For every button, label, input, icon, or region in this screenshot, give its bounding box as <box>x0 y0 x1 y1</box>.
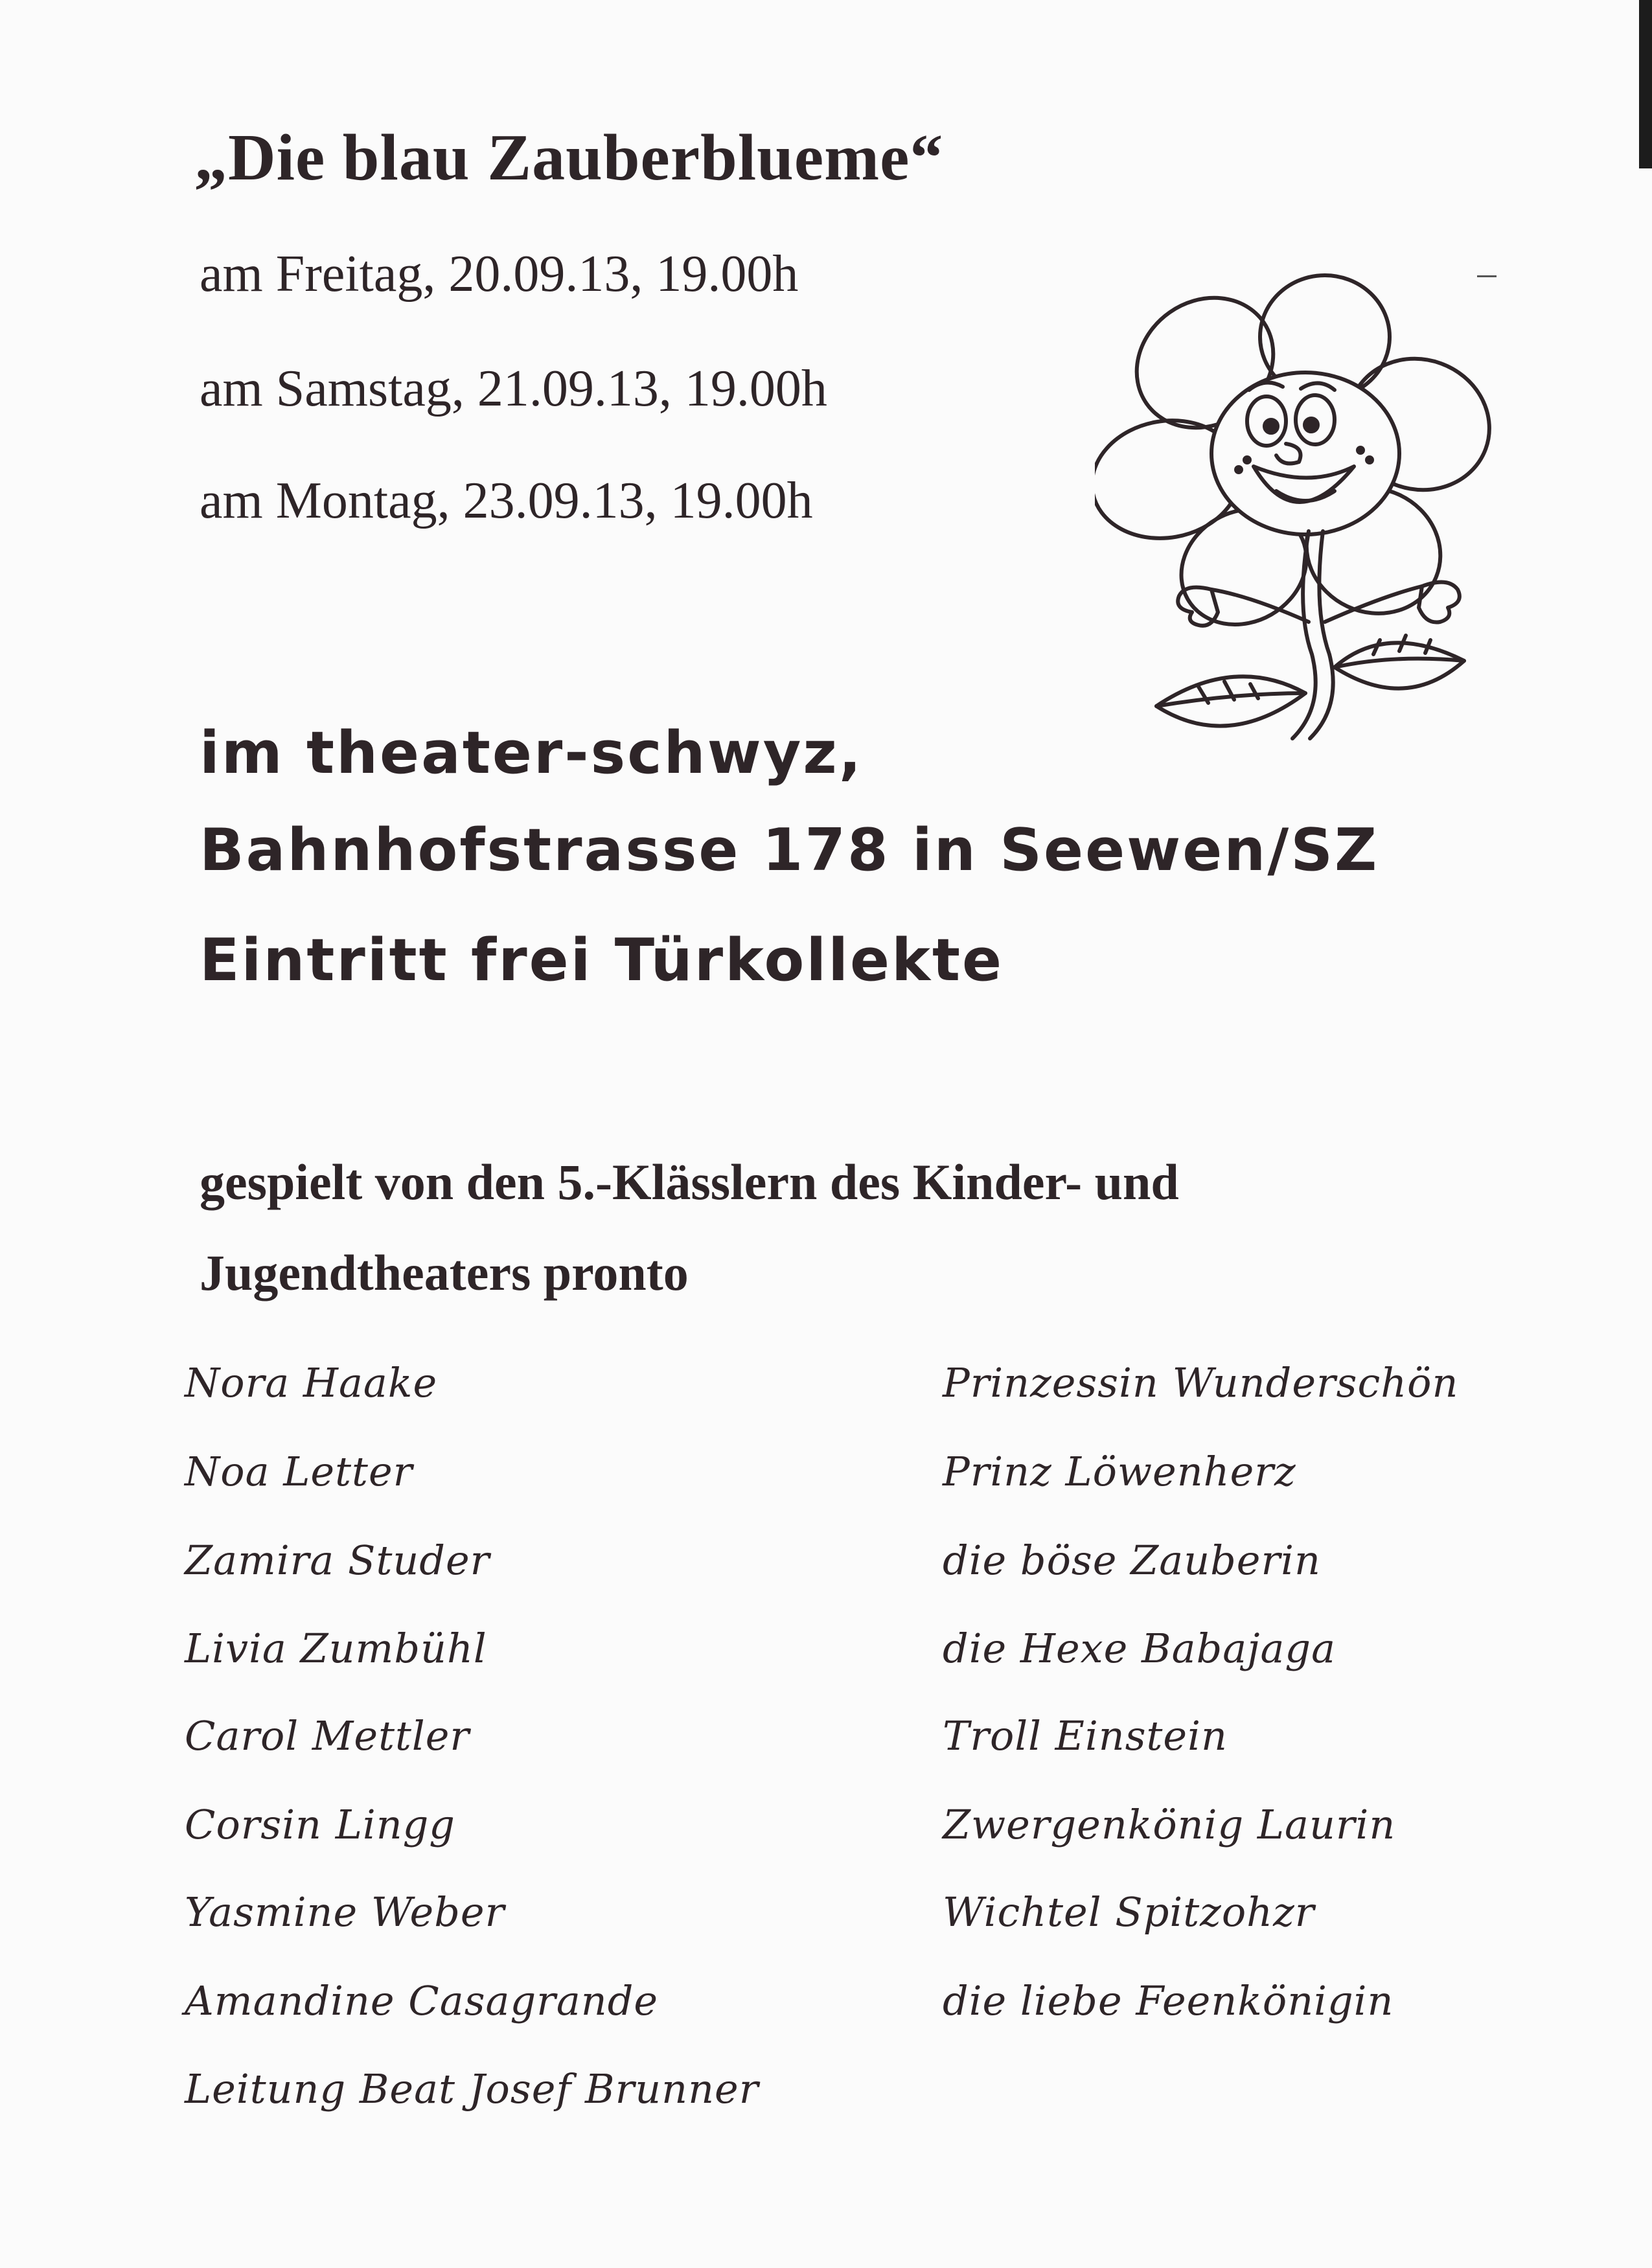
cast-actor: Corsin Lingg <box>185 1801 455 1848</box>
performers-line: Jugendtheaters pronto <box>200 1244 689 1301</box>
cast-actor: Nora Haake <box>185 1359 438 1406</box>
performers-line: gespielt von den 5.-Klässlern des Kinder- und <box>200 1154 1179 1210</box>
performance-date: am Freitag, 20.09.13, 19.00h <box>200 246 799 303</box>
cast-actor: Yasmine Weber <box>185 1888 505 1936</box>
venue-address: Bahnhofstrasse 178 in Seewen/SZ <box>200 816 1379 884</box>
cast-role: die Hexe Babajaga <box>943 1625 1337 1672</box>
smiling-flower-icon <box>1095 272 1509 764</box>
cast-actor: Carol Mettler <box>185 1712 470 1759</box>
performance-date: am Samstag, 21.09.13, 19.00h <box>200 360 827 417</box>
cast-role: Zwergenkönig Laurin <box>943 1801 1396 1848</box>
cast-actor: Zamira Studer <box>185 1537 490 1584</box>
poster-title: „Die blau Zauberblueme“ <box>194 121 944 194</box>
cast-role: Wichtel Spitzohzr <box>943 1888 1315 1936</box>
cast-actor: Amandine Casagrande <box>185 1977 659 2024</box>
cast-role: Prinz Löwenherz <box>943 1448 1296 1495</box>
venue-name: im theater-schwyz, <box>200 719 864 787</box>
cast-role: Prinzessin Wunderschön <box>943 1359 1459 1406</box>
cast-role: die liebe Feenkönigin <box>943 1977 1394 2024</box>
performance-date: am Montag, 23.09.13, 19.00h <box>200 472 813 529</box>
cast-role: Troll Einstein <box>943 1712 1228 1759</box>
cast-actor: Livia Zumbühl <box>185 1625 487 1672</box>
scan-border <box>1639 0 1652 168</box>
cast-role: die böse Zauberin <box>943 1537 1321 1584</box>
director-credit: Leitung Beat Josef Brunner <box>185 2065 759 2113</box>
admission-info: Eintritt frei Türkollekte <box>200 926 1004 994</box>
cast-actor: Noa Letter <box>185 1448 413 1495</box>
